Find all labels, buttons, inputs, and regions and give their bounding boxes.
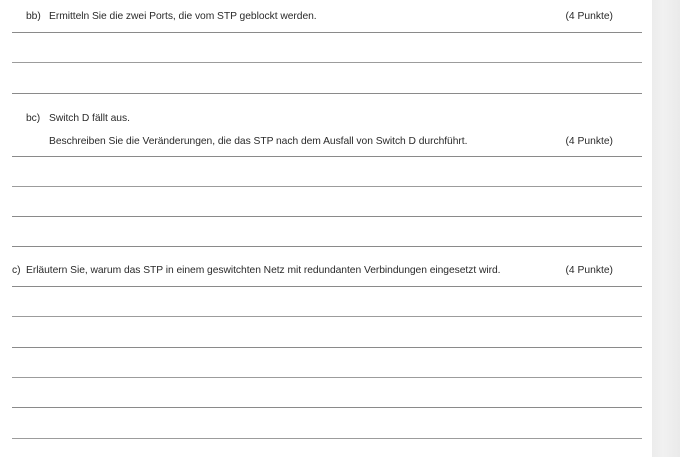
task-c-label: c) xyxy=(12,265,21,276)
answer-line[interactable] xyxy=(12,377,642,378)
task-bb-label: bb) xyxy=(26,11,41,22)
task-bc-intro: Switch D fällt aus. xyxy=(49,113,130,124)
task-c-question: Erläutern Sie, warum das STP in einem geswitchten Netz mit redundanten Verbindungen eingesetzt wird. xyxy=(26,265,501,276)
answer-line[interactable] xyxy=(12,32,642,33)
answer-line[interactable] xyxy=(12,316,642,317)
task-bc-points: (4 Punkte) xyxy=(565,136,613,147)
answer-line[interactable] xyxy=(12,246,642,247)
task-bc-label: bc) xyxy=(26,113,41,124)
answer-line[interactable] xyxy=(12,186,642,187)
answer-line[interactable] xyxy=(12,216,642,217)
answer-line[interactable] xyxy=(12,407,642,408)
task-bb-question: Ermitteln Sie die zwei Ports, die vom STP geblockt werden. xyxy=(49,11,317,22)
answer-line[interactable] xyxy=(12,93,642,94)
answer-line[interactable] xyxy=(12,347,642,348)
answer-line[interactable] xyxy=(12,156,642,157)
page-edge-margin xyxy=(652,0,680,457)
task-c-points: (4 Punkte) xyxy=(565,265,613,276)
answer-line[interactable] xyxy=(12,62,642,63)
answer-line[interactable] xyxy=(12,438,642,439)
task-bb-points: (4 Punkte) xyxy=(565,11,613,22)
task-bc-question: Beschreiben Sie die Veränderungen, die das STP nach dem Ausfall von Switch D durchführt. xyxy=(49,136,468,147)
answer-line[interactable] xyxy=(12,286,642,287)
